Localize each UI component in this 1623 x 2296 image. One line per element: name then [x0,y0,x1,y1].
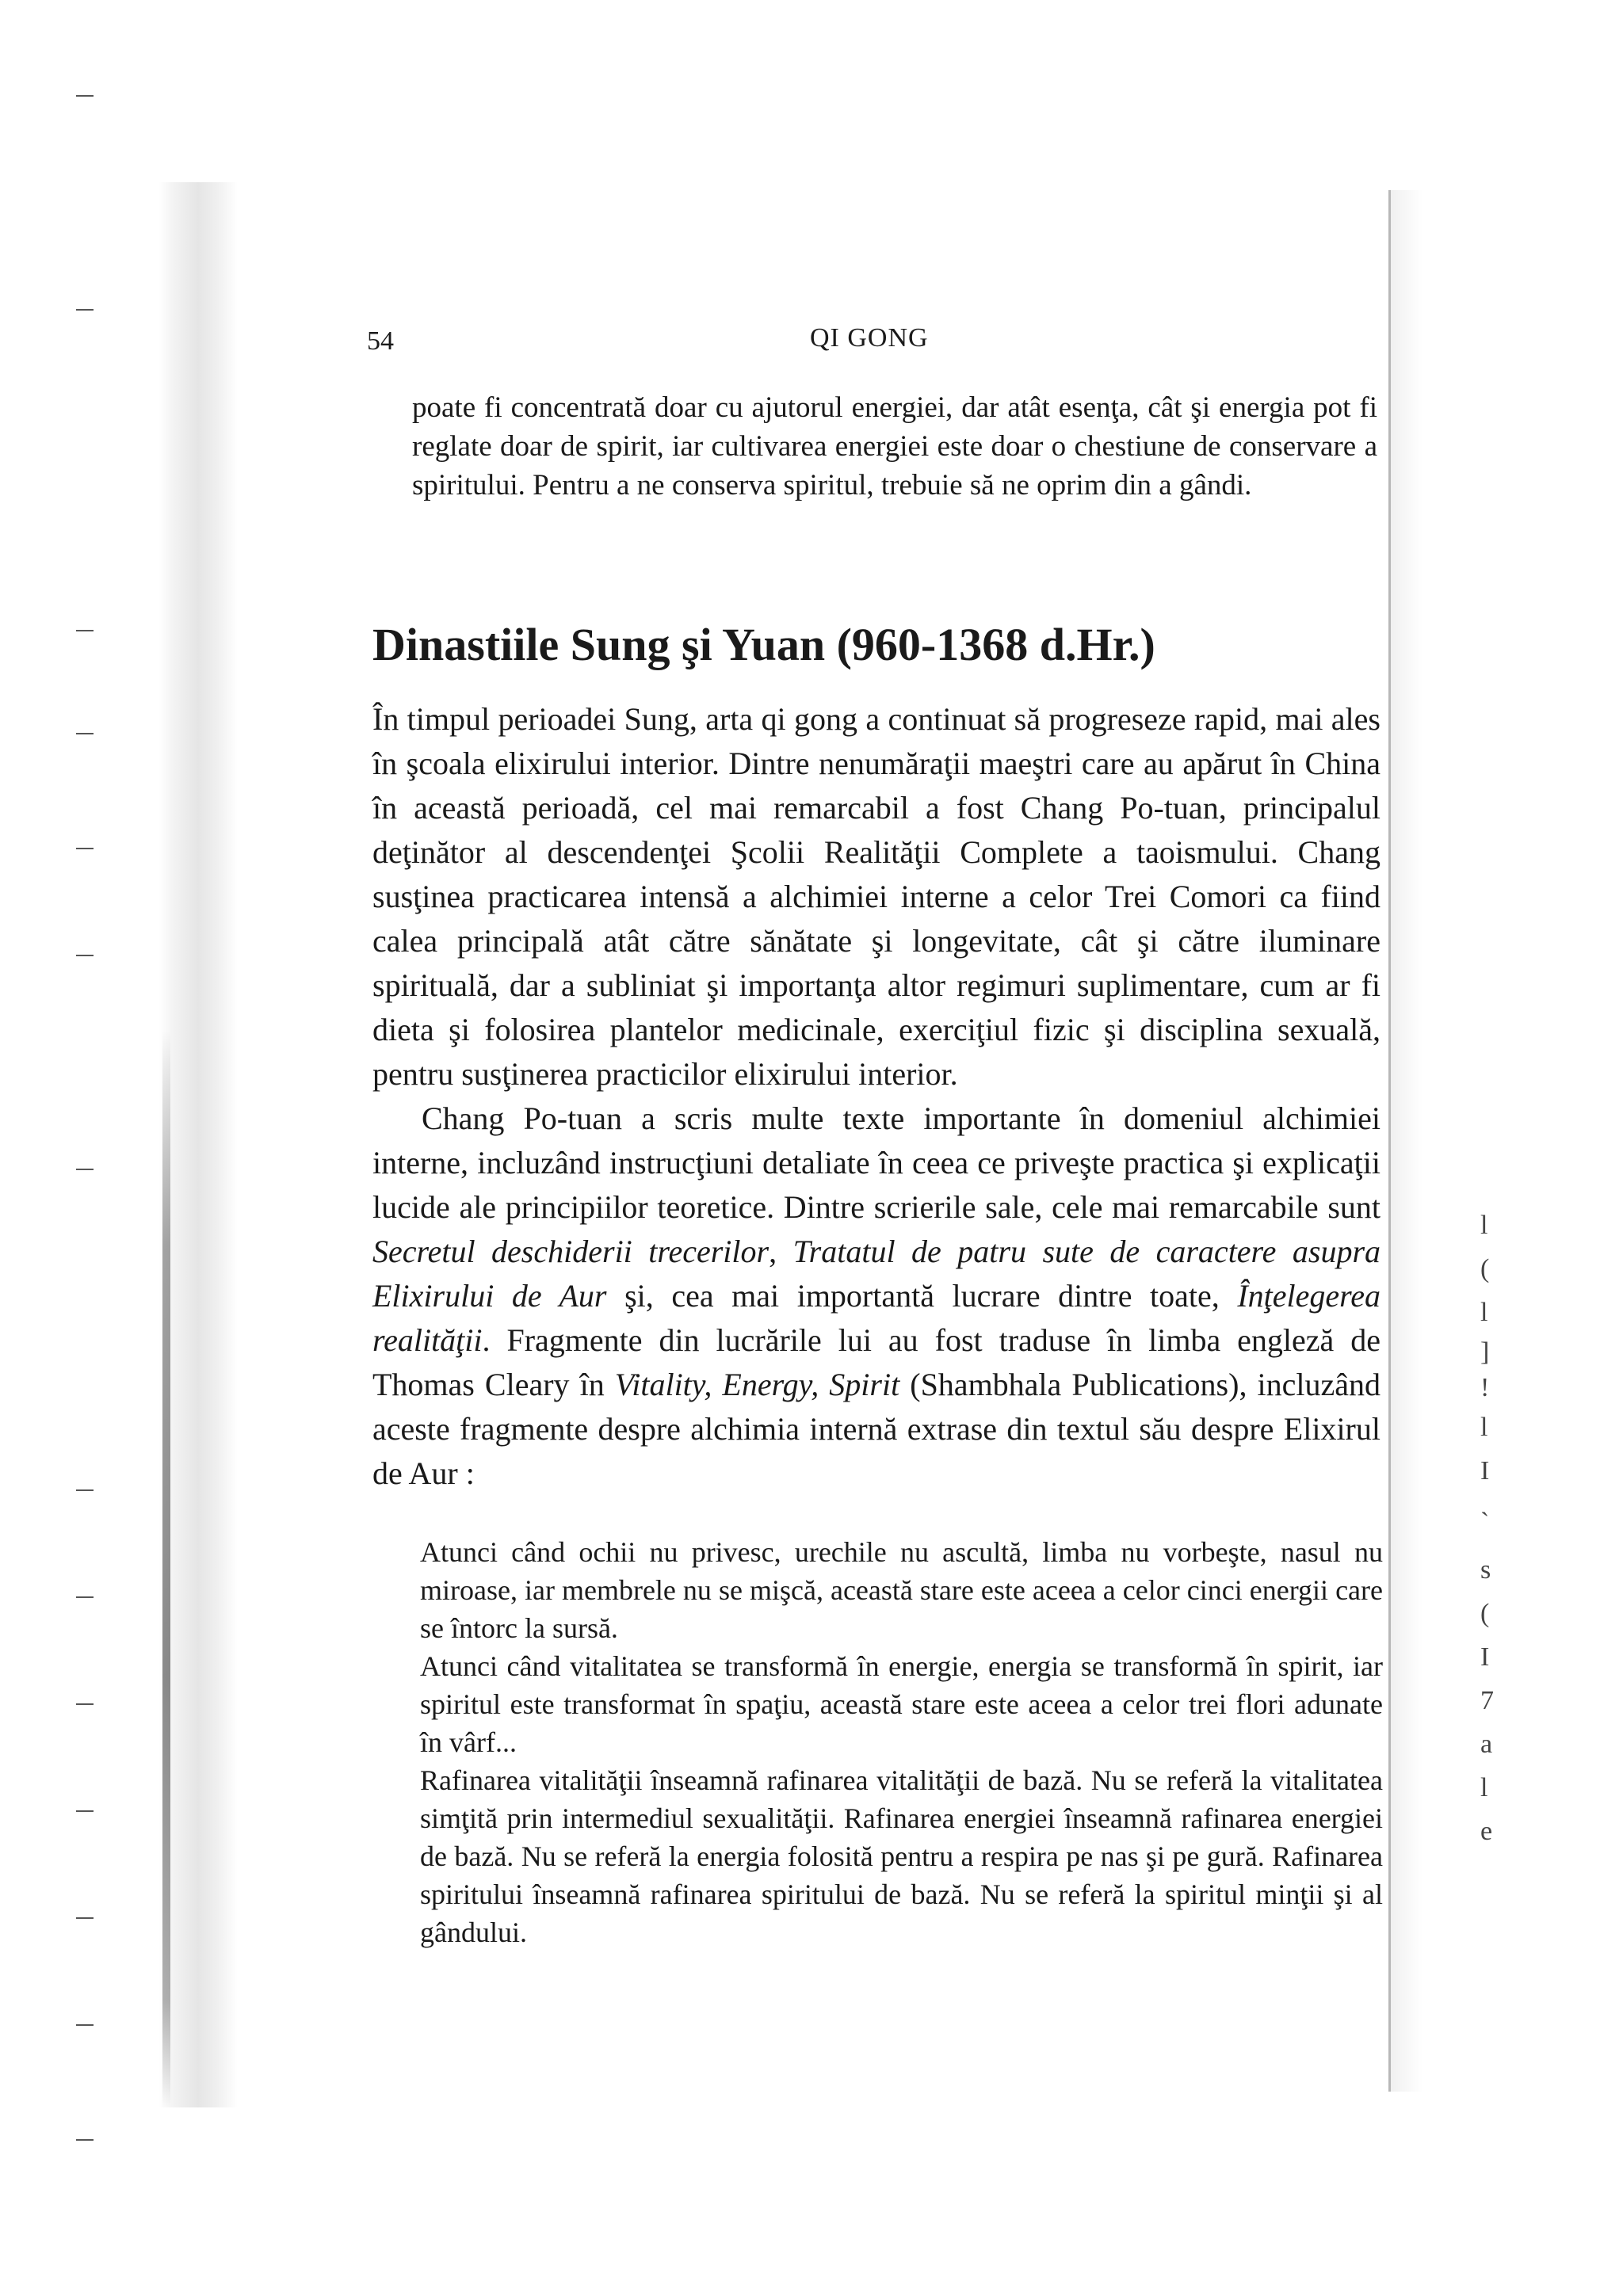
quote-paragraph: Atunci când vitalitatea se transformă în energie, energia se transformă în spirit, iar spiritul este transformat în spaţiu, această stare este aceea a celor trei flori adunate în vârf... [420,1650,1383,1758]
book-title: Înţelegerea realităţii [372,1278,1381,1358]
book-title: Secretul deschiderii trecerilor [372,1234,769,1269]
edge-fragment: 7 [1480,1686,1494,1715]
edge-fragment: l [1480,1298,1488,1327]
edge-fragment: l [1480,1773,1488,1802]
quote-paragraph: Atunci când ochii nu privesc, urechile nu ascultă, limba nu vorbeşte, nasul nu miroase, iar membrele nu se mişcă, această stare este aceea a celor cinci energii care se întorc la sursă. [420,1536,1383,1644]
margin-tick [76,848,94,849]
margin-tick [76,1489,94,1491]
margin-tick [76,2139,94,2141]
margin-tick [76,1703,94,1705]
margin-tick [76,2024,94,2026]
section-heading: Dinastiile Sung şi Yuan (960-1368 d.Hr.) [372,619,1155,670]
edge-fragment: e [1480,1817,1493,1846]
binding-shadow-line [162,1030,170,2107]
edge-fragment: a [1480,1730,1493,1759]
section-body [372,697,1381,1496]
edge-fragment: l [1480,1413,1488,1442]
margin-tick [76,1169,94,1170]
margin-tick [76,1917,94,1919]
body-paragraph [372,1097,1381,1496]
text-run: . Fragmente din lucrările lui au fost traduse în limba engleză de Thomas Cleary în [372,1322,1381,1402]
edge-fragment: ( [1480,1254,1490,1283]
margin-tick [76,309,94,311]
edge-fragment: s [1480,1555,1491,1585]
margin-tick [76,733,94,734]
book-title: Tratatul de patru sute de caractere asupra Elixirului de Aur [372,1234,1381,1314]
block-quote [420,1533,1383,1951]
intro-paragraph: poate fi concentrată doar cu ajutorul energiei, dar atât esenţa, cât şi energia pot fi reglate doar de spirit, iar cultivarea energiei este doar o chestiune de conservare a spiritului. Pentru a ne conserva spiritul, trebuie să ne oprim din a gândi. [412,391,1377,502]
book-title: Vitality, Energy, Spirit [614,1367,900,1402]
text-run: (Shambhala Publications), incluzând aceste fragmente despre alchimia internă extrase din textul său despre Elixirul de Aur : [372,1367,1381,1491]
edge-fragment: ( [1480,1599,1490,1628]
text-run: şi, cea mai importantă lucrare dintre toate, [606,1278,1238,1314]
text-run: Chang Po-tuan a scris multe texte importante în domeniul alchimiei interne, incluzând instrucţiuni detaliate în ceea ce priveşte practica şi explicaţii lucide ale principiilor teoretice. Dintre scrierile sale, cele mai remarcabile sunt [372,1100,1381,1225]
running-head: QI GONG [810,323,929,353]
edge-fragment: I [1480,1456,1490,1486]
margin-tick [76,630,94,631]
edge-fragment: ] [1480,1337,1490,1367]
edge-fragment: ` [1480,1508,1490,1537]
edge-fragment: l [1480,1211,1488,1240]
margin-tick [76,1810,94,1812]
binding-shadow-left [158,182,238,2107]
edge-fragment: I [1480,1642,1490,1672]
margin-tick [76,955,94,956]
text-run: , [769,1234,793,1269]
body-paragraph: În timpul perioadei Sung, arta qi gong a continuat să progreseze rapid, mai ales în şcoala elixirului interior. Dintre nenumăraţii maeştri care au apărut în China în această perioadă, cel mai remarcabil a fost Chang Po-tuan, principalul deţinător al descendenţei Şcolii Realităţii Complete a taoismului. Chang susţinea practicarea intensă a alchimiei interne a celor Trei Comori ca fiind calea principală atât către sănătate şi longevitate, cât şi către iluminare spirituală, dar a subliniat şi importanţa altor regimuri suplimentare, cum ar fi dieta şi folosirea plantelor medicinale, exerciţiul fizic şi disciplina sexuală, pentru susţinerea practicilor elixirului interior. [372,701,1381,1092]
margin-tick [76,95,94,97]
quote-paragraph: Rafinarea vitalităţii înseamnă rafinarea vitalităţii de bază. Nu se referă la vitalitatea simţită prin intermediul sexualităţii. Rafinarea energiei înseamnă rafinarea energiei de bază. Nu se referă la energia folosită pentru a respira pe nas şi pe gură. Rafinarea spiritului înseamnă rafinarea spiritului de bază. Nu se referă la spiritul minţii şi al gândului. [420,1764,1383,1948]
page-number: 54 [367,326,394,356]
page-edge-right [1388,190,1423,2092]
margin-tick [76,1596,94,1598]
edge-fragment: ! [1480,1373,1490,1402]
